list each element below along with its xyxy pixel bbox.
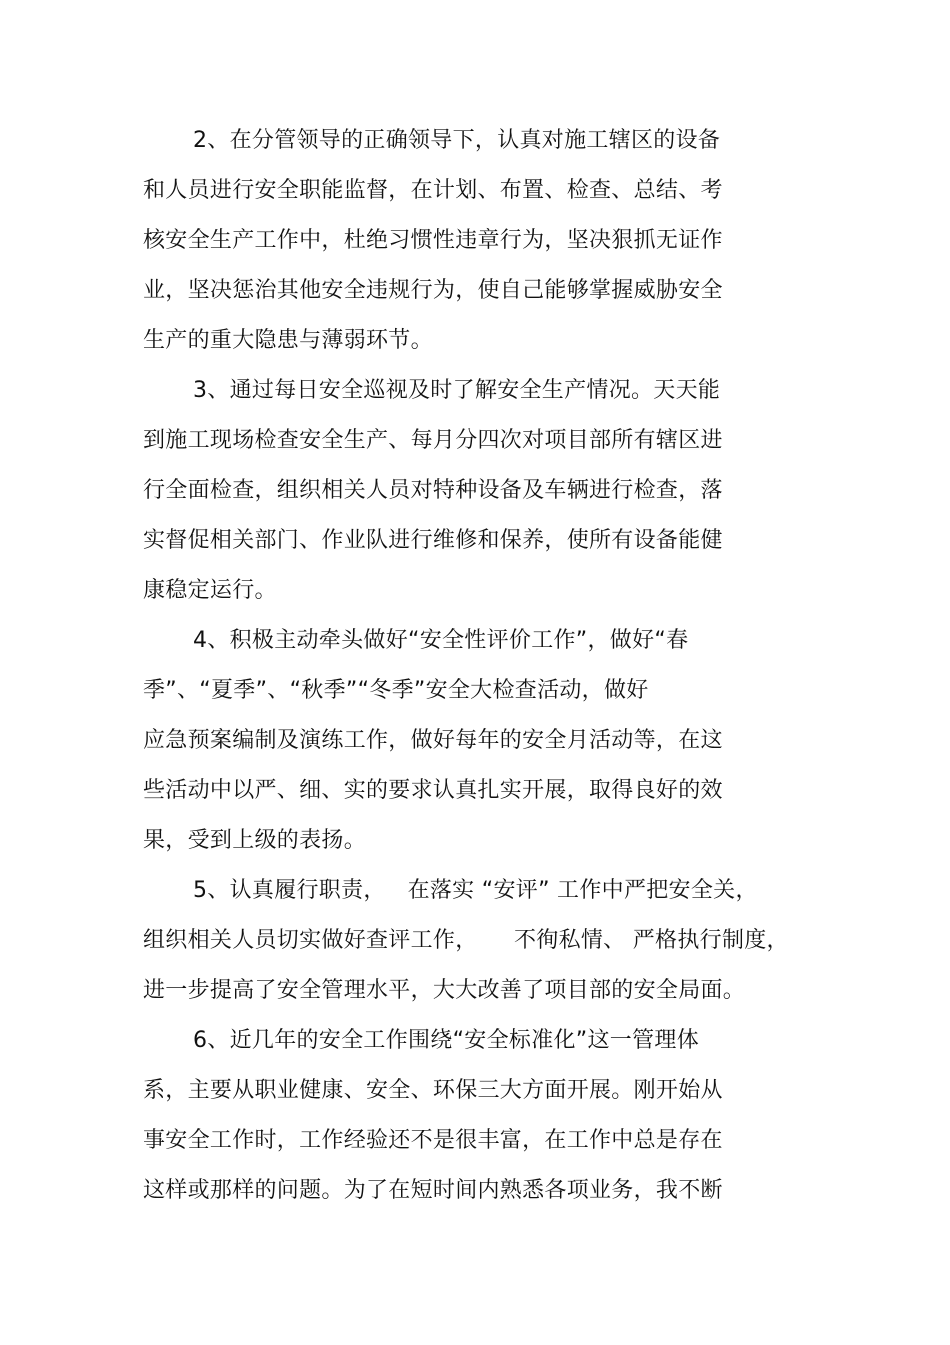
- text-line: 行全面检查，组织相关人员对特种设备及车辆进行检查，落: [143, 478, 723, 503]
- text-line: 应急预案编制及演练工作，做好每年的安全月活动等，在这: [143, 728, 723, 753]
- text-line: 5、认真履行职责， 在落实 “安评” 工作中严把安全关，: [193, 878, 758, 903]
- text-line: 业，坚决惩治其他安全违规行为，使自己能够掌握威胁安全: [143, 278, 723, 303]
- text-line: 事安全工作时，工作经验还不是很丰富，在工作中总是存在: [143, 1128, 723, 1153]
- text-line: 些活动中以严、细、实的要求认真扎实开展，取得良好的效: [143, 778, 723, 803]
- text-line: 组织相关人员切实做好查评工作， 不徇私情、 严格执行制度，: [143, 928, 789, 953]
- text-line: 这样或那样的问题。为了在短时间内熟悉各项业务，我不断: [143, 1178, 723, 1203]
- text-line: 到施工现场检查安全生产、每月分四次对项目部所有辖区进: [143, 428, 723, 453]
- text-line: 康稳定运行。: [143, 578, 277, 603]
- text-line: 2、在分管领导的正确领导下，认真对施工辖区的设备: [193, 128, 721, 153]
- text-line: 和人员进行安全职能监督，在计划、布置、检查、总结、考: [143, 178, 723, 203]
- text-line: 核安全生产工作中，杜绝习惯性违章行为，坚决狠抓无证作: [143, 228, 723, 253]
- text-line: 3、通过每日安全巡视及时了解安全生产情况。天天能: [193, 378, 721, 403]
- text-line: 4、积极主动牵头做好“安全性评价工作”，做好“春: [193, 628, 689, 653]
- text-line: 实督促相关部门、作业队进行维修和保养，使所有设备能健: [143, 528, 723, 553]
- text-line: 6、近几年的安全工作围绕“安全标准化”这一管理体: [193, 1028, 699, 1053]
- text-line: 系，主要从职业健康、安全、环保三大方面开展。刚开始从: [143, 1078, 723, 1103]
- text-line: 生产的重大隐患与薄弱环节。: [143, 328, 433, 353]
- text-line: 果，受到上级的表扬。: [143, 828, 367, 853]
- text-line: 季”、“夏季”、“秋季”“冬季”安全大检查活动，做好: [143, 678, 649, 703]
- text-line: 进一步提高了安全管理水平，大大改善了项目部的安全局面。: [143, 978, 746, 1003]
